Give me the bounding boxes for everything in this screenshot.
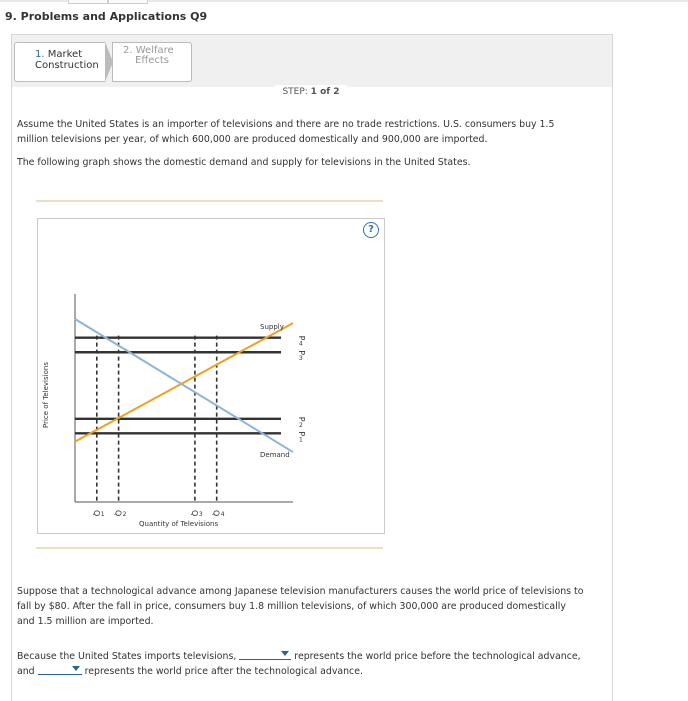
demand-label: Demand xyxy=(260,451,290,460)
question-panel xyxy=(11,34,613,701)
step-indicator xyxy=(275,85,347,105)
price-subscript: 3 xyxy=(299,355,303,363)
price-subscript: 2 xyxy=(299,421,303,429)
question-part: represents the world price after the technological advance. xyxy=(84,666,363,677)
top-nav-tab[interactable] xyxy=(108,0,148,4)
quantity-subscript: 4 xyxy=(220,511,225,518)
quantity-subscript: 2 xyxy=(122,511,127,518)
quantity-label-q3: Q xyxy=(189,510,199,517)
chevron-down-icon xyxy=(281,651,289,656)
scenario-line: Suppose that a technological advance among Japanese television manufacturers causes the world price of televisions to xyxy=(17,586,584,597)
chevron-down-icon xyxy=(72,666,80,671)
price-label-p4: P xyxy=(297,335,306,341)
quantity-label-q1: Q xyxy=(91,510,101,517)
tab-label: Welfare xyxy=(135,45,174,56)
step-tab-bar xyxy=(12,35,612,87)
price-label-p3: P xyxy=(297,350,306,356)
price-label-p1: P xyxy=(297,431,306,437)
divider xyxy=(36,547,383,549)
question-part: represents the world price before the technological advance, xyxy=(294,651,581,662)
price-label-p2: P xyxy=(297,416,306,422)
tab-market-construction[interactable] xyxy=(14,42,105,82)
scenario-line: and 1.5 million are imported. xyxy=(17,616,154,627)
step-prefix: STEP: xyxy=(282,87,308,97)
supply-label: Supply xyxy=(260,323,284,332)
intro-line: Assume the United States is an importer of televisions and there are no trade restrictions. U.S. consumers buy 1.5 xyxy=(17,119,555,130)
intro-line: million televisions per year, of which 600,000 are produced domestically and 900,000 are imported. xyxy=(17,134,488,145)
tab-number: 2. xyxy=(123,45,133,56)
scenario-line: fall by $80. After the fall in price, consumers buy 1.8 million televisions, of which 300,000 are produced domestically xyxy=(17,601,566,612)
tab-number: 1. xyxy=(35,49,45,60)
world-price-after-dropdown[interactable] xyxy=(38,664,82,675)
scenario-text xyxy=(17,584,583,629)
question-text xyxy=(17,649,581,679)
top-nav-tab[interactable] xyxy=(68,0,108,4)
help-icon[interactable]: ? xyxy=(363,222,379,238)
step-value: 1 of 2 xyxy=(310,87,340,97)
graph-container xyxy=(37,218,385,534)
tab-label: Market xyxy=(47,49,83,60)
supply-curve xyxy=(75,323,293,442)
question-title: 9. Problems and Applications Q9 xyxy=(5,10,208,23)
demand-curve xyxy=(75,319,293,452)
intro-text xyxy=(17,117,554,147)
tab-label: Construction xyxy=(35,60,99,71)
supply-demand-chart xyxy=(38,219,384,533)
quantity-label-q4: Q xyxy=(211,510,221,517)
intro-graph-text: The following graph shows the domestic demand and supply for televisions in the United States. xyxy=(17,157,471,168)
quantity-subscript: 1 xyxy=(100,511,105,518)
price-subscript: 1 xyxy=(299,436,303,444)
quantity-label-q2: Q xyxy=(113,510,123,517)
tab-label: Effects xyxy=(135,55,169,66)
divider xyxy=(36,200,383,202)
price-subscript: 4 xyxy=(299,340,303,348)
question-part: and xyxy=(17,666,35,677)
x-axis-title: Quantity of Televisions xyxy=(139,520,219,528)
quantity-subscript: 3 xyxy=(198,511,203,518)
question-part: Because the United States imports televisions, xyxy=(17,651,237,662)
world-price-before-dropdown[interactable] xyxy=(239,649,291,660)
y-axis-title: Price of Televisions xyxy=(42,362,50,428)
tab-welfare-effects[interactable] xyxy=(112,42,192,82)
